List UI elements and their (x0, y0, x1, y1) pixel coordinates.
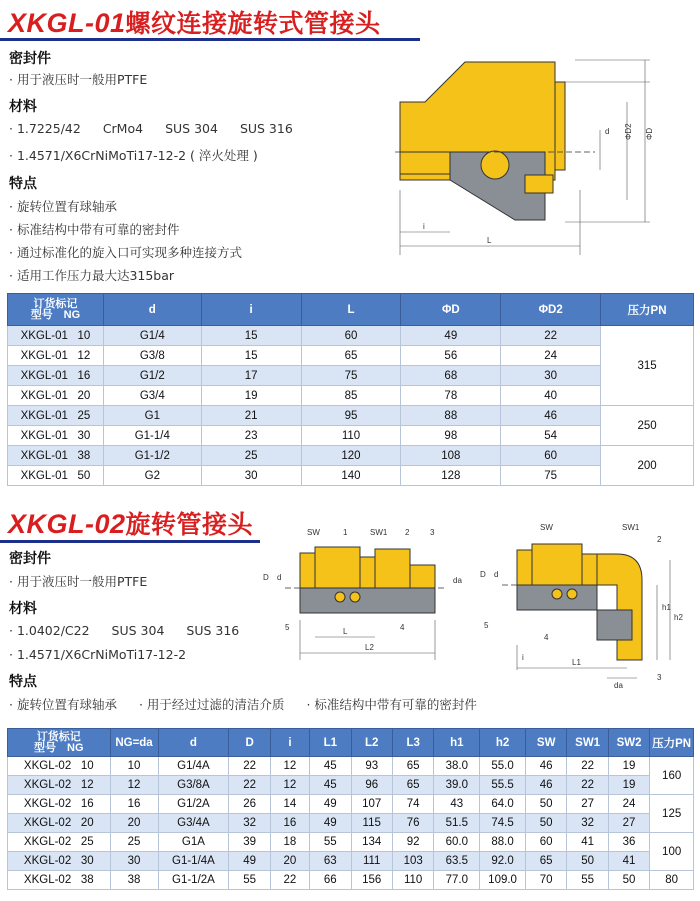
xkgl01-label-D: ΦD (645, 127, 654, 140)
section2-material-line-2: · 1.4571/X6CrNiMoTi17-12-2 (9, 647, 187, 662)
table-row: XKGL-01 50 G2 30 140 128 75 (8, 466, 694, 486)
xkgl02-pn: 100 (650, 833, 694, 871)
section1-title-text: 螺纹连接旋转式管接头 (125, 9, 381, 38)
xkgl02-header: h2 (480, 729, 526, 757)
xkgl02e-label-4: 4 (544, 633, 549, 642)
section1-material-line-2: · 1.4571/X6CrNiMoTi17-12-2 ( 淬火处理 ) (9, 148, 258, 163)
xkgl01-label-d: d (605, 127, 610, 136)
section1-seal-heading: 密封件 (9, 51, 51, 67)
table-row: XKGL-01 20 G3/4 19 85 78 40 (8, 386, 694, 406)
xkgl02-header: SW (525, 729, 566, 757)
xkgl02e-label-h2: h2 (674, 613, 683, 622)
xkgl02s-label-da: da (453, 576, 462, 585)
xkgl01-pn: 250 (601, 406, 694, 446)
xkgl02s-label-1: 1 (343, 528, 348, 537)
xkgl02s-label-2: 2 (405, 528, 410, 537)
xkgl02-header: i (270, 729, 309, 757)
table-row: XKGL-02 16 16 G1/2A 26 14 49 107 74 43 64.0 50 27 24 125 (8, 795, 694, 814)
xkgl02-table (7, 728, 694, 890)
table-row: XKGL-01 25 G1 21 95 88 46 250 (8, 406, 694, 426)
xkgl02-header: SW1 (567, 729, 608, 757)
section1-feature-item: · 旋转位置有球轴承 (9, 199, 117, 214)
xkgl01-header-order: 订货标记 型号 NG (8, 294, 104, 326)
table-row: XKGL-01 38 G1-1/2 25 120 108 60 200 (8, 446, 694, 466)
section1-feature-item: · 通过标准化的旋入口可实现多种连接方式 (9, 245, 242, 260)
xkgl02s-label-3: 3 (430, 528, 435, 537)
table-row: XKGL-01 30 G1-1/4 23 110 98 54 (8, 426, 694, 446)
xkgl02-header: SW2 (608, 729, 649, 757)
xkgl01-header: d (103, 294, 201, 326)
section2-feature-heading: 特点 (9, 674, 37, 690)
xkgl01-label-i: i (423, 222, 425, 231)
xkgl02-header: d (158, 729, 229, 757)
section2-title (8, 505, 253, 541)
section2-seal-heading: 密封件 (9, 551, 51, 567)
xkgl02-pn: 160 (650, 757, 694, 795)
xkgl01-label-L: L (487, 236, 492, 245)
xkgl01-header-row (8, 294, 694, 326)
table-row: XKGL-01 16 G1/2 17 75 68 30 (8, 366, 694, 386)
section1-material-line-1: · 1.7225/42 CrMo4 SUS 304 SUS 316 (9, 121, 293, 136)
section2-material-line-1: · 1.0402/C22 SUS 304 SUS 316 (9, 623, 240, 638)
xkgl02-header: h1 (434, 729, 480, 757)
xkgl01-label-d2: ΦD2 (624, 123, 633, 140)
section2-title-text: 旋转管接头 (125, 510, 254, 539)
xkgl02s-label-L2: L2 (365, 643, 374, 652)
xkgl02e-label-SW: SW (540, 523, 553, 532)
section1-title (8, 4, 381, 40)
xkgl02-header-order: 订货标记 型号 NG (8, 729, 111, 757)
xkgl01-header: L (301, 294, 401, 326)
xkgl02-header-row (8, 729, 694, 757)
xkgl02-header: L2 (351, 729, 392, 757)
table-row: XKGL-02 12 12 G3/8A 22 12 45 96 65 39.0 55.5 46 22 19 (8, 776, 694, 795)
section1-title-code: XKGL-01 (8, 8, 126, 38)
xkgl02s-label-SW: SW (307, 528, 320, 537)
section1-feature-item: · 标准结构中带有可靠的密封件 (9, 222, 180, 237)
table-row: XKGL-02 30 30 G1-1/4A 49 20 63 111 103 63.5 92.0 65 50 41 (8, 852, 694, 871)
xkgl02e-label-5: 5 (484, 621, 489, 630)
xkgl02-header: L1 (310, 729, 351, 757)
xkgl02e-label-h1: h1 (662, 603, 671, 612)
xkgl02e-label-L1: L1 (572, 658, 581, 667)
xkgl01-table (7, 293, 694, 486)
section1-material-heading: 材料 (9, 99, 37, 115)
table-row: XKGL-01 10 G1/4 15 60 49 22 315 (8, 326, 694, 346)
xkgl02-header: D (229, 729, 270, 757)
xkgl02-header: 压力PN (650, 729, 694, 757)
xkgl02s-label-D: D (263, 573, 269, 582)
xkgl01-drawing (395, 40, 695, 270)
section1-feature-heading: 特点 (9, 176, 37, 192)
xkgl02e-label-D: D (480, 570, 486, 579)
xkgl01-pn: 315 (601, 326, 694, 406)
xkgl01-header: ΦD (401, 294, 501, 326)
xkgl02-pn: 80 (650, 871, 694, 890)
section2-title-code: XKGL-02 (8, 509, 126, 539)
xkgl02-header: L3 (392, 729, 433, 757)
xkgl02-straight-drawing (255, 525, 470, 665)
xkgl02s-label-5: 5 (285, 623, 290, 632)
section2-seal-item: · 用于液压时一般用PTFE (9, 574, 148, 589)
section2-material-heading: 材料 (9, 601, 37, 617)
xkgl02e-label-i: i (522, 653, 524, 662)
xkgl02s-label-4: 4 (400, 623, 405, 632)
table-row: XKGL-02 10 10 G1/4A 22 12 45 93 65 38.0 55.0 46 22 19 160 (8, 757, 694, 776)
xkgl02e-label-2: 2 (657, 535, 662, 544)
xkgl02e-label-3: 3 (657, 673, 662, 682)
xkgl02e-label-da: da (614, 681, 623, 690)
xkgl02e-label-d: d (494, 570, 499, 579)
table-row: XKGL-02 38 38 G1-1/2A 55 22 66 156 110 77.0 109.0 70 55 50 80 (8, 871, 694, 890)
xkgl02s-label-SW1: SW1 (370, 528, 388, 537)
xkgl02s-label-d: d (277, 573, 282, 582)
section2-feature-items: · 旋转位置有球轴承 · 用于经过过滤的清洁介质 · 标准结构中带有可靠的密封件 (9, 697, 477, 712)
table-row: XKGL-02 20 20 G3/4A 32 16 49 115 76 51.5 74.5 50 32 27 (8, 814, 694, 833)
xkgl02-elbow-drawing (472, 520, 694, 695)
section2-title-rule (0, 540, 260, 543)
table-row: XKGL-02 25 25 G1A 39 18 55 134 92 60.0 88.0 60 41 36 100 (8, 833, 694, 852)
xkgl02-header: NG=da (110, 729, 158, 757)
table-row: XKGL-01 12 G3/8 15 65 56 24 (8, 346, 694, 366)
xkgl02s-label-L: L (343, 627, 348, 636)
xkgl02-pn: 125 (650, 795, 694, 833)
section1-title-rule (0, 38, 420, 41)
xkgl01-header: 压力PN (601, 294, 694, 326)
xkgl01-header: ΦD2 (501, 294, 601, 326)
xkgl02e-label-SW1: SW1 (622, 523, 640, 532)
xkgl01-header: i (201, 294, 301, 326)
section1-seal-item: · 用于液压时一般用PTFE (9, 72, 148, 87)
xkgl01-pn: 200 (601, 446, 694, 486)
section1-feature-item: · 适用工作压力最大达315bar (9, 268, 175, 283)
